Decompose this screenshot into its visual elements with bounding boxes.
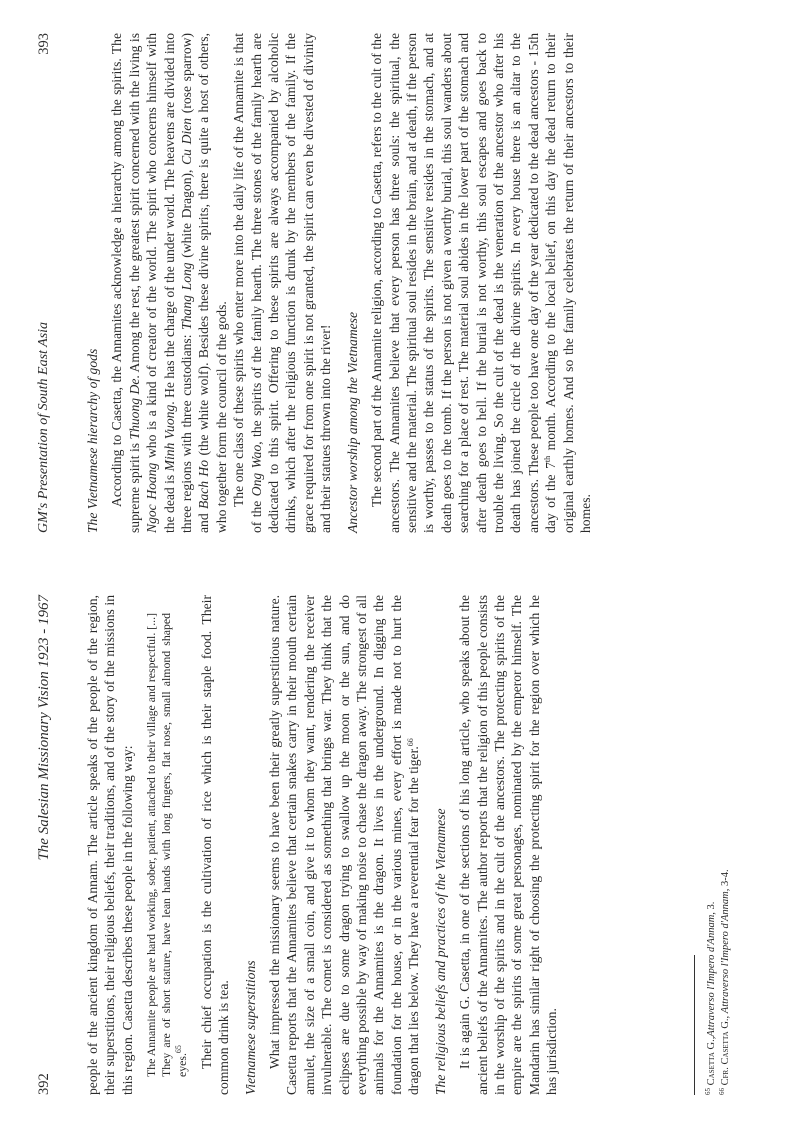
footnote-ref: 65 <box>173 1045 183 1054</box>
running-head <box>36 33 56 533</box>
footnote-ref: 66 <box>406 738 416 747</box>
paragraph: The second part of the Annamite religion, according to Casetta, refers to the cult of the ancestors. The Annamites believe that every person has three souls: the spiritual, the sensitive and the material. The spiritual soul resides in the brain, and at death, if the person is worthy, passes to the status of the spirits. The sensitive resides in the stomach, and at death goes to the tomb. If the person is not given a worthy burial, this soul wanders about searching for a place of rest. The material soul abides in the lower part of the stomach and after death goes to hell. If the burial is not worthy, this soul escapes and goes back to trouble the living. So the cult of the dead is the veneration of the ancestor who after his death has joined the circle of the divine spirits. In every house there is an altar to the ancestors. These people too have one day of the year dedicated to the dead ancestors - 15th day of the 7th month. According to the local belief, on this day the dead return to their original earthly homes. And so the family celebrates the return of their ancestors to their homes. <box>369 33 593 533</box>
paragraph: According to Casetta, the Annamites acknowledge a hierarchy among the spirits. The supreme spirit is Thuong De. Among the rest, the greatest spirit concerned with the living is Ngoc Hoang who is a kind of creator of the world. The spirit who concerns himself with the dead is Minh Vuong. He has the charge of the under world. The heavens are divided into three regions with three custodians: Thang Long (white Dragon), Cu Dien (rose sparrow) and Bach Ho (the white wolf). Besides these divine spirits, there is quite a host of others, who together form the council of the gods. <box>109 32 229 533</box>
footnote: $^{65}$ Casetta G.,Attraverso l'Impero d'Annam, 3. <box>704 901 717 1095</box>
footnote: $^{66}$ Cfr. Casetta G., Attraverso l'Impero d'Annam, 3-4. <box>718 869 731 1095</box>
section-heading: The Vietnamese hierarchy of gods <box>85 348 100 533</box>
running-head <box>36 595 56 1095</box>
footnotes <box>694 595 733 1095</box>
paragraph: people of the ancient kingdom of Annam. The article speaks of the people of the region, their superstitions, their religious beliefs, their traditions, and of the story of the missions in this region. Casetta describes these people in the following way: <box>85 595 135 1095</box>
page-number: 393 <box>36 33 52 55</box>
page-393 <box>0 33 793 533</box>
section-heading: Ancestor worship among the Vietnamese <box>344 312 360 533</box>
running-title: GM's Presentation of South East Asia <box>36 321 51 533</box>
page-392 <box>0 595 793 1095</box>
page-body <box>84 595 561 1095</box>
paragraph: The one class of these spirits who enter more into the daily life of the Annamite is that of the Ong Wao, the spirits of the family hearth. The three stones of the family hearth are dedicated to this spirit. Offering to these spirits are always accompanied by alcoholic drinks, which after the religious function is drunk by the members of the family. If the grace required for from one spirit is not granted, the spirit can even be divested of divinity and their statues thrown into the river! <box>231 33 334 533</box>
page-number: 392 <box>36 1073 52 1095</box>
page-body <box>84 33 594 533</box>
block-quote: The Annamite people are hard working, sober, patient, attached to their village and respectful. [...] They are of short stature, have lean hands with long fingers, flat nose, small almond shaped eyes.$^{65}$ <box>144 613 189 1077</box>
running-title: The Salesian Missionary Vision 1923 - 1967 <box>36 595 52 861</box>
section-heading: The religious beliefs and practices of the Vietnamese <box>432 808 448 1095</box>
paragraph: What impressed the missionary seems to have been their greatly superstitious nature. Casetta reports that the Annamites believe that certain snakes carry in their mouth certain amulet, the size of a small coin, and give it to whom they want, rendering the receiver invulnerable. The comet is considered as something that brings war. They think that the eclipses are due to some dragon trying to swallow up the moon or the sun, and do everything possible by way of making noise to chase the dragon away. The strongest of all animals for the Annamites is the dragon. It lives in the underground. In digging the foundation for the house, or in the various mines, every effort is made not to hurt the dragon that lies below. They have a reverential fear for the tiger.$^{66}$ <box>267 595 422 1095</box>
footnote-rule <box>694 955 695 1095</box>
paragraph: Their chief occupation is the cultivation of rice which is their staple food. Their common drink is tea. <box>198 595 232 1095</box>
paragraph: It is again G. Casetta, in one of the sections of his long article, who speaks about the ancient beliefs of the Annamites. The author reports that the religion of this people consists in the worship of the spirits and in the cult of the ancestors. The protecting spirits of the empire are the spirits of some great personages, nominated by the emperor himself. The Mandarin has similar right of choosing the protecting spirit for the region over which he has jurisdiction. <box>457 595 560 1095</box>
section-heading: Vietnamese superstitions <box>242 960 258 1095</box>
